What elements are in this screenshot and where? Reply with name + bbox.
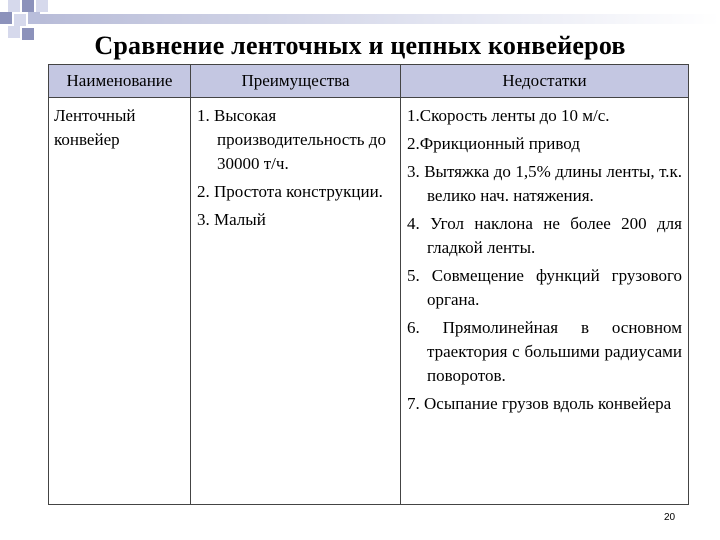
slide-title: Сравнение ленточных и цепных конвейеров — [94, 31, 626, 60]
decorative-header-bar — [40, 14, 720, 24]
advantages-list — [197, 104, 394, 232]
list-item: 3. Вытяжка до 1,5% длины ленты, т.к. велико нач. натяжения. — [407, 162, 682, 205]
cell-advantages — [191, 98, 401, 505]
header-name: Наименование — [49, 65, 191, 98]
list-item: 1. Высокая производительность до 30000 т/ч. — [197, 106, 386, 173]
header-advantages: Преимущества — [191, 65, 401, 98]
list-item: 3. Малый — [197, 210, 266, 229]
list-item: 2.Фрикционный привод — [407, 134, 580, 153]
list-item: 1.Скорость ленты до 10 м/с. — [407, 106, 610, 125]
disadvantages-list — [407, 104, 682, 416]
list-item: 2. Простота конструкции. — [197, 182, 383, 201]
comparison-table — [48, 64, 689, 505]
table-row — [49, 98, 689, 505]
list-item: 7. Осыпание грузов вдоль конвейера — [407, 394, 672, 413]
header-disadvantages: Недостатки — [401, 65, 689, 98]
list-item: 6. Прямолинейная в основном траектория с большими радиусами поворотов. — [407, 318, 682, 385]
list-item: 4. Угол наклона не более 200 для гладкой ленты. — [407, 214, 682, 257]
cell-name: Ленточный конвейер — [49, 98, 191, 505]
cell-disadvantages — [401, 98, 689, 505]
list-item: 5. Совмещение функций грузового органа. — [407, 266, 682, 309]
table-header-row — [49, 65, 689, 98]
page-number: 20 — [664, 512, 676, 523]
